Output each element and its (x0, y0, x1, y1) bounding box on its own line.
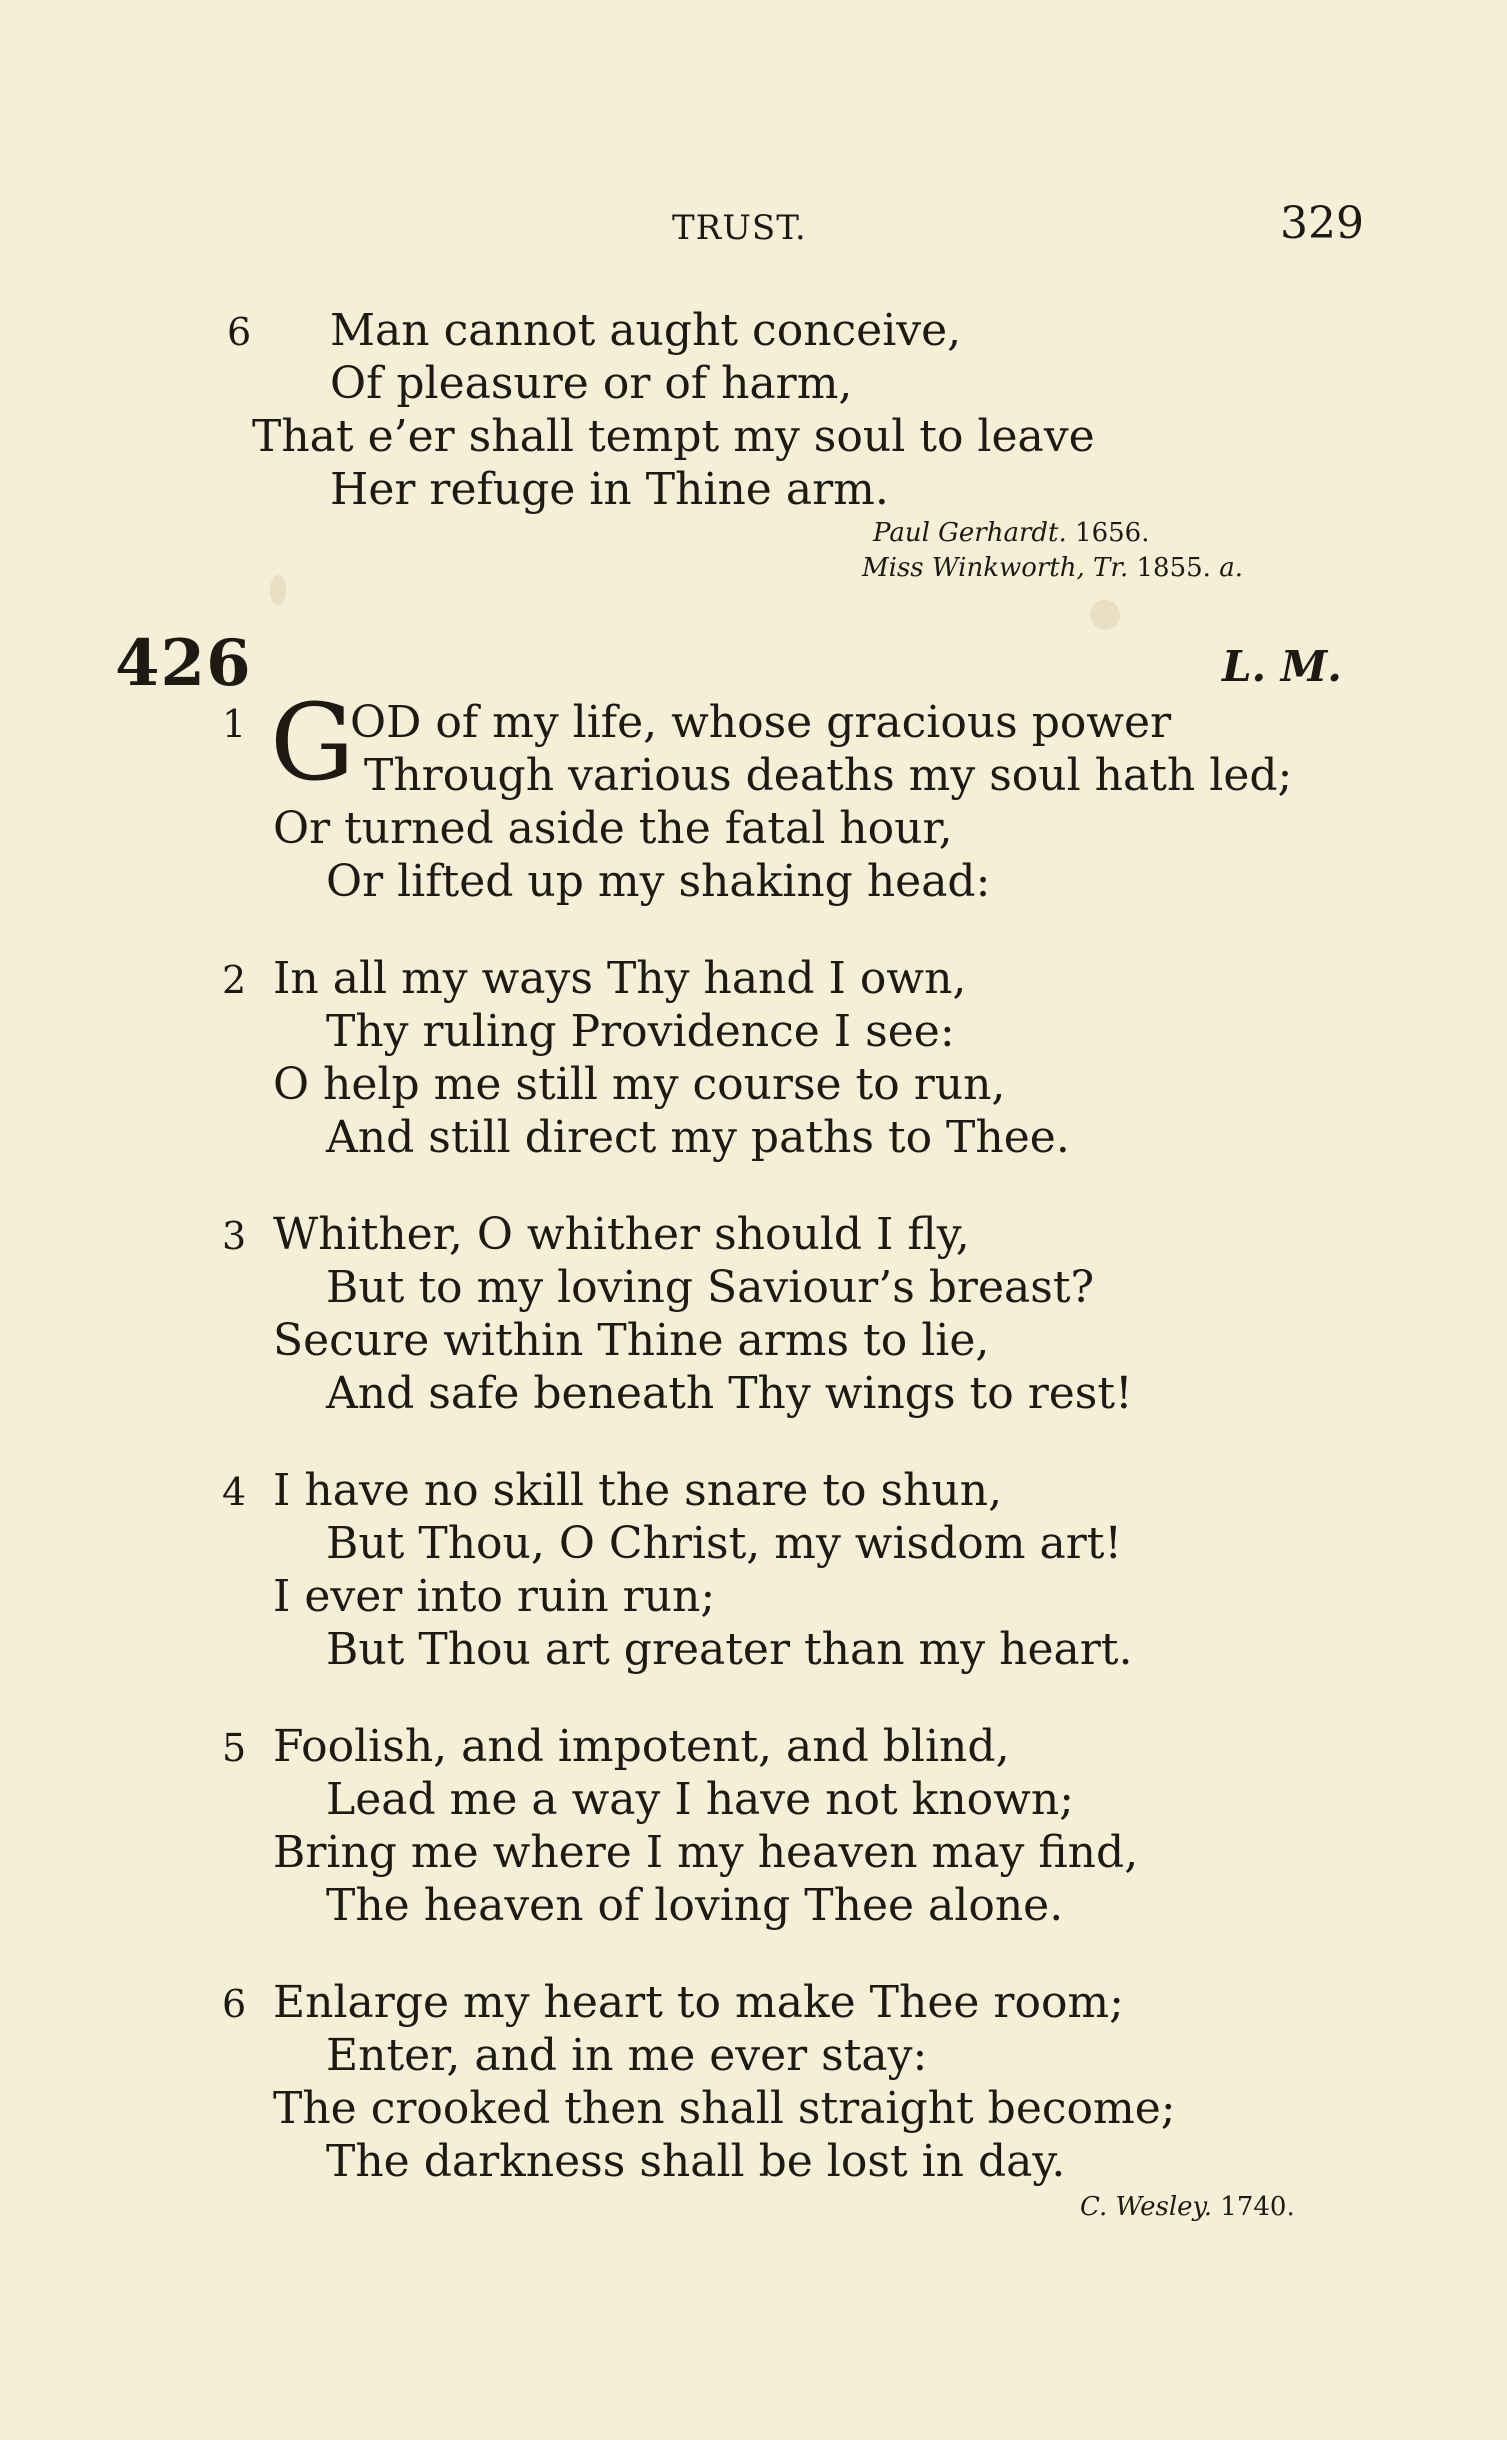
verse-number: 5 (222, 1726, 247, 1770)
hymn-author-year: 1740. (1220, 2192, 1295, 2222)
verse-line: The crooked then shall straight become; (273, 2083, 1176, 2134)
drop-cap: G (270, 681, 355, 804)
translator-name: Miss Winkworth, Tr. (862, 553, 1129, 583)
tune-mark: a. (1219, 553, 1243, 583)
verse-number: 6 (227, 310, 252, 354)
verse-line: OD of my life, whose gracious power (350, 697, 1172, 748)
verse-line: Thy ruling Providence I see: (326, 1006, 955, 1057)
translator-attribution (862, 553, 1243, 583)
verse-line: That e’er shall tempt my soul to leave (252, 411, 1095, 462)
verse-line: But to my loving Saviour’s breast? (326, 1262, 1095, 1313)
verse-number: 2 (222, 958, 247, 1002)
verse-number: 1 (222, 702, 247, 746)
hymn-author-name: C. Wesley. (1080, 2192, 1213, 2222)
verse-line: I have no skill the snare to shun, (273, 1465, 1003, 1516)
paper-speck (270, 575, 286, 605)
verse-number: 3 (222, 1214, 247, 1258)
verse-line: Of pleasure or of harm, (330, 358, 853, 409)
verse-line: Enter, and in me ever stay: (326, 2030, 928, 2081)
verse-line: I ever into ruin run; (273, 1571, 716, 1622)
verse-line: Or turned aside the fatal hour, (273, 803, 953, 854)
verse-line: Bring me where I my heaven may find, (273, 1827, 1139, 1878)
verse-line: Secure within Thine arms to lie, (273, 1315, 990, 1366)
verse-number: 4 (222, 1470, 247, 1514)
hymn-author-attribution (1080, 2192, 1295, 2222)
verse-number: 6 (222, 1982, 247, 2026)
verse-line: Through various deaths my soul hath led; (364, 750, 1293, 801)
author-name: Paul Gerhardt. (873, 518, 1067, 548)
verse-line: And still direct my paths to Thee. (326, 1112, 1070, 1163)
verse-line: Foolish, and impotent, and blind, (273, 1721, 1010, 1772)
verse-line: Man cannot aught conceive, (330, 305, 962, 356)
page-number: 329 (1280, 198, 1364, 249)
verse-line: O help me still my course to run, (273, 1059, 1006, 1110)
verse-line: Whither, O whither should I fly, (273, 1209, 970, 1260)
author-year: 1656. (1075, 518, 1150, 548)
verse-line: Lead me a way I have not known; (326, 1774, 1074, 1825)
verse-line: The heaven of loving Thee alone. (326, 1880, 1064, 1931)
verse-line: The darkness shall be lost in day. (326, 2136, 1066, 2187)
translator-year: 1855. (1136, 553, 1211, 583)
author-attribution (873, 518, 1149, 548)
running-title: TRUST. (672, 208, 807, 248)
verse-line: Or lifted up my shaking head: (326, 856, 991, 907)
hymn-meter: L. M. (1222, 642, 1342, 691)
verse-line: But Thou, O Christ, my wisdom art! (326, 1518, 1123, 1569)
verse-line: Enlarge my heart to make Thee room; (273, 1977, 1124, 2028)
paper-speck (1090, 600, 1120, 630)
verse-line: In all my ways Thy hand I own, (273, 953, 967, 1004)
hymn-number: 426 (115, 626, 252, 701)
verse-line: But Thou art greater than my heart. (326, 1624, 1133, 1675)
verse-line: Her refuge in Thine arm. (330, 464, 889, 515)
verse-line: And safe beneath Thy wings to rest! (326, 1368, 1133, 1419)
